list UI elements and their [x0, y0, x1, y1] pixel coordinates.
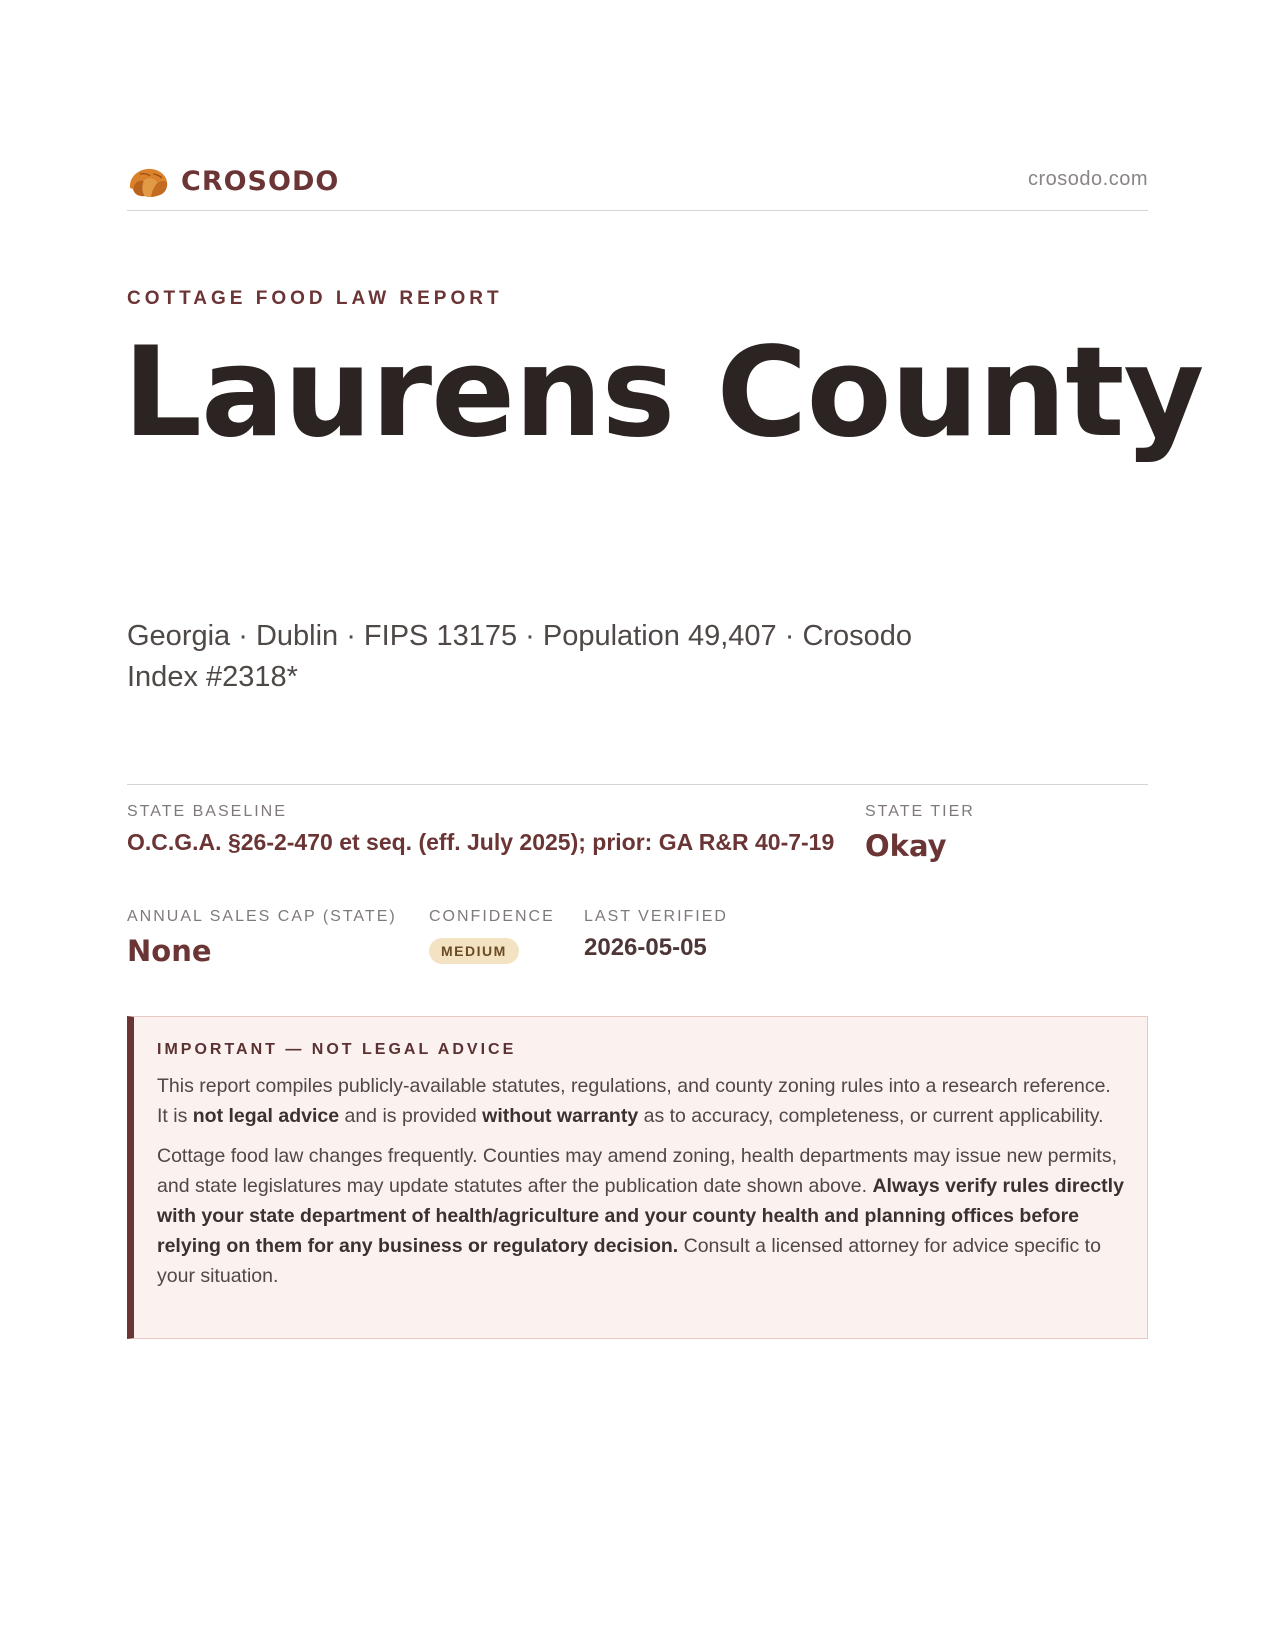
- notice-text: This report compiles publicly-available statutes, regulations, and county zoning rules into a research reference. It is: [157, 1075, 1111, 1127]
- legal-notice: [127, 1016, 1148, 1339]
- stat-label: STATE BASELINE: [127, 803, 287, 820]
- stat-state-tier: [865, 803, 975, 863]
- stat-annual-sales-cap: [127, 908, 397, 968]
- notice-heading: IMPORTANT — NOT LEGAL ADVICE: [157, 1041, 517, 1058]
- stat-label: ANNUAL SALES CAP (STATE): [127, 908, 397, 925]
- notice-text: and is provided: [339, 1105, 483, 1127]
- notice-paragraph: [157, 1141, 1127, 1291]
- brand-header: [127, 158, 1148, 211]
- notice-text: as to accuracy, completeness, or current applicability.: [638, 1105, 1104, 1127]
- confidence-badge: MEDIUM: [429, 938, 519, 964]
- site-url-link[interactable]: crosodo.com: [1028, 168, 1148, 190]
- stat-value: Okay: [865, 829, 947, 863]
- notice-paragraph: [157, 1071, 1127, 1131]
- stat-confidence: [429, 908, 555, 964]
- notice-text: Consult a licensed attorney for advice specific to your situation.: [157, 1235, 1101, 1287]
- stat-label: CONFIDENCE: [429, 908, 555, 925]
- notice-text: Cottage food law changes frequently. Counties may amend zoning, health departments may issue new permits, and state legislatures may update statutes after the publication date shown above.: [157, 1145, 1117, 1197]
- page-title: Laurens County: [123, 321, 1204, 465]
- brand-name: CROSODO: [181, 165, 340, 197]
- section-divider: [127, 784, 1148, 785]
- county-meta-line: Georgia · Dublin · FIPS 13175 · Population 49,407 · Crosodo Index #2318*: [127, 620, 913, 693]
- stat-value: None: [127, 934, 212, 968]
- croissant-icon: [127, 162, 169, 200]
- notice-emphasis: without warranty: [482, 1105, 639, 1127]
- notice-emphasis: Always verify rules directly with your state department of health/agriculture and your county health and planning offices before relying on them for any business or regulatory decision.: [157, 1175, 1124, 1257]
- report-eyebrow: COTTAGE FOOD LAW REPORT: [127, 288, 503, 309]
- stat-value: 2026-05-05: [584, 934, 707, 961]
- stat-last-verified: [584, 908, 728, 962]
- stat-label: LAST VERIFIED: [584, 908, 728, 925]
- notice-emphasis: not legal advice: [192, 1105, 340, 1127]
- stat-value: O.C.G.A. §26-2-470 et seq. (eff. July 2025); prior: GA R&R 40-7-19: [127, 829, 835, 855]
- brand-logo[interactable]: [127, 162, 339, 200]
- stat-state-baseline: [127, 803, 834, 856]
- stat-label: STATE TIER: [865, 803, 975, 820]
